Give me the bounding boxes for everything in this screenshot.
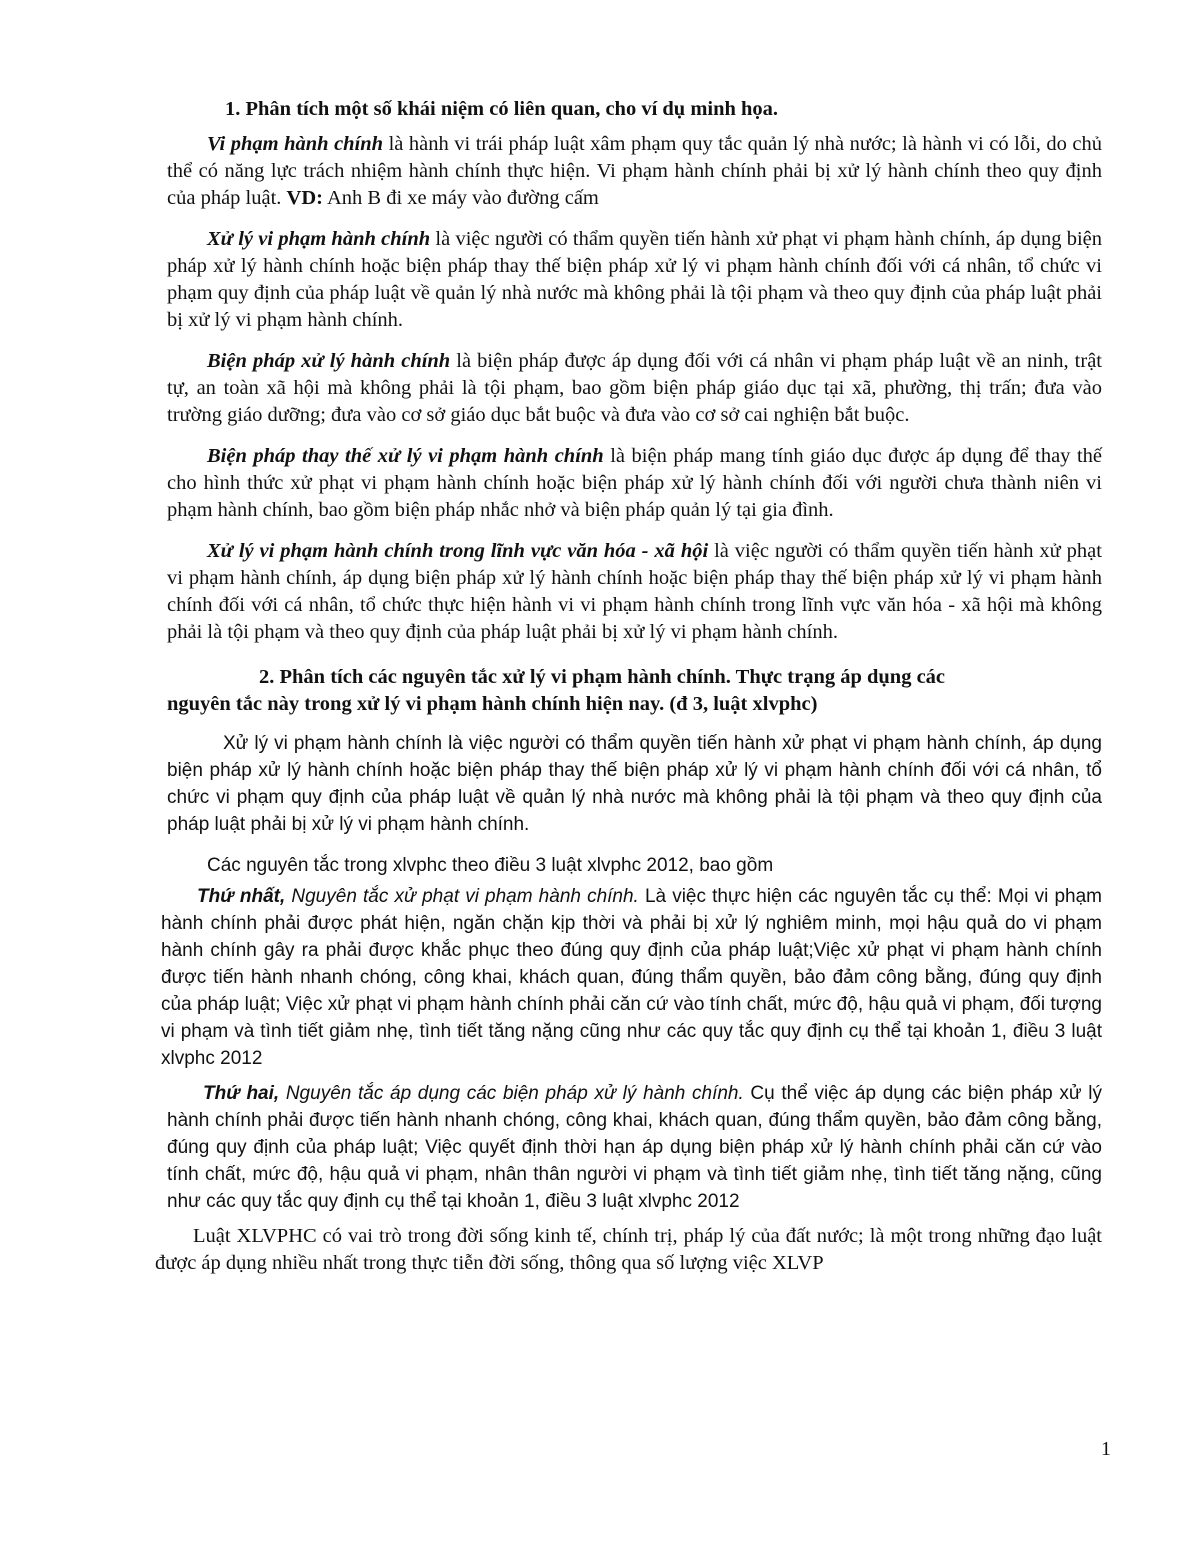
example-label: VD: xyxy=(286,187,323,209)
section-2-heading xyxy=(167,664,1102,718)
section-2-heading-line-2: nguyên tắc này trong xử lý vi phạm hành chính hiện nay. (đ 3, luật xlvphc) xyxy=(167,693,818,715)
paragraph-bien-phap-xu-ly xyxy=(167,348,1102,429)
document-body xyxy=(155,96,1103,1291)
principle-2-ordinal: Thứ hai, xyxy=(203,1083,280,1104)
section-2-heading-line-1: 2. Phân tích các nguyên tắc xử lý vi phạm hành chính. Thực trạng áp dụng các xyxy=(259,666,946,688)
paragraph-vi-pham-hanh-chinh xyxy=(167,131,1102,212)
section-1-heading: 1. Phân tích một số khái niệm có liên quan, cho ví dụ minh họa. xyxy=(225,98,779,120)
paragraph-xu-ly-van-hoa-xa-hoi xyxy=(167,538,1102,646)
definition-text: là biện pháp mang tính giáo dục được áp dụng để thay thế cho hình thức xử phạt vi phạm hành chính hoặc biện pháp xử lý hành chính đối với người chưa thành niên vi phạm hành chính, bao gồm biện pháp nhắc nhở và biện pháp quản lý tại gia đình. xyxy=(167,445,1102,521)
term-bien-phap-thay-the: Biện pháp thay thế xử lý vi phạm hành chính xyxy=(207,445,604,467)
paragraph-luat-xlvphc-role: Luật XLVPHC có vai trò trong đời sống kinh tế, chính trị, pháp lý của đất nước; là một trong những đạo luật được áp dụng nhiều nhất trong thực tiễn đời sống, thông qua số lượng việc XLVP xyxy=(155,1225,1102,1274)
principle-2-title: Nguyên tắc áp dụng các biện pháp xử lý hành chính. xyxy=(279,1083,744,1104)
principle-2-text: Cụ thể việc áp dụng các biện pháp xử lý hành chính phải được tiến hành nhanh chóng, công khai, khách quan, đúng thẩm quyền, bảo đảm công bằng, đúng quy định của pháp luật; Việc quyết định thời hạn áp dụng biện pháp xử lý hành chính phải căn cứ vào tính chất, mức độ, hậu quả vi phạm, nhân thân người vi phạm và tình tiết giảm nhẹ, tình tiết tăng nặng, cũng như các quy tắc quy định cụ thể tại khoản 1, điều 3 luật xlvphc 2012 xyxy=(167,1083,1102,1212)
paragraph-xu-ly-definition-repeat: Xử lý vi phạm hành chính là việc người có thẩm quyền tiến hành xử phạt vi phạm hành chính, áp dụng biện pháp xử lý hành chính hoặc biện pháp thay thế biện pháp xử lý vi phạm hành chính đối với cá nhân, tổ chức vi phạm quy định của pháp luật về quản lý nhà nước mà không phải là tội phạm và theo quy định của pháp luật phải bị xử lý vi phạm hành chính. xyxy=(167,733,1102,835)
term-bien-phap-xu-ly: Biện pháp xử lý hành chính xyxy=(207,350,451,372)
paragraph-bien-phap-thay-the xyxy=(167,443,1102,524)
term-vi-pham-hanh-chinh: Vi phạm hành chính xyxy=(207,133,384,155)
paragraph-xu-ly-vphc xyxy=(167,226,1102,334)
paragraph-principle-2 xyxy=(167,1080,1102,1215)
definition-text: là việc người có thẩm quyền tiến hành xử phạt vi phạm hành chính, áp dụng biện pháp xử lý hành chính hoặc biện pháp thay thế biện pháp xử lý vi phạm hành chính đối với cá nhân, tổ chức vi phạm quy định của pháp luật về quản lý nhà nước mà không phải là tội phạm và theo quy định của pháp luật phải bị xử lý vi phạm hành chính. xyxy=(167,228,1103,331)
principle-1-ordinal: Thứ nhất, xyxy=(197,886,286,907)
example-text: Anh B đi xe máy vào đường cấm xyxy=(322,187,599,209)
principle-1-text: Là việc thực hiện các nguyên tắc cụ thể: Mọi vi phạm hành chính phải được phát hiện, ngăn chặn kịp thời và phải bị xử lý nghiêm minh, mọi hậu quả do vi phạm hành chính gây ra phải được khắc phục theo đúng quy định của pháp luật;Việc xử phạt vi phạm hành chính được tiến hành nhanh chóng, công khai, khách quan, đúng thẩm quyền, bảo đảm công bằng, đúng quy định của pháp luật; Việc xử phạt vi phạm hành chính phải căn cứ vào tính chất, mức độ, hậu quả vi phạm, đối tượng vi phạm và tình tiết giảm nhẹ, tình tiết tăng nặng cũng như các quy tắc quy định cụ thể tại khoản 1, điều 3 luật xlvphc 2012 xyxy=(161,886,1102,1069)
principle-1-title: Nguyên tắc xử phạt vi phạm hành chính. xyxy=(285,886,639,907)
definition-text: là hành vi trái pháp luật xâm phạm quy tắc quản lý nhà nước; là hành vi có lỗi, do chủ thể có năng lực trách nhiệm hành chính thực hiện. Vi phạm hành chính phải bị xử lý hành chính theo quy định của pháp luật. xyxy=(167,133,1102,209)
term-xu-ly-vphc: Xử lý vi phạm hành chính xyxy=(207,228,431,250)
definition-text: là việc người có thẩm quyền tiến hành xử phạt vi phạm hành chính, áp dụng biện pháp xử lý hành chính hoặc biện pháp thay thế biện pháp xử lý vi phạm hành chính đối với cá nhân, tổ chức thực hiện hành vi vi phạm hành chính trong lĩnh vực văn hóa - xã hội mà không phải là tội phạm và theo quy định của pháp luật phải bị xử lý vi phạm hành chính. xyxy=(167,540,1102,643)
paragraph-principles-intro: Các nguyên tắc trong xlvphc theo điều 3 luật xlvphc 2012, bao gồm xyxy=(207,855,774,876)
definition-text: là biện pháp được áp dụng đối với cá nhân vi phạm pháp luật về an ninh, trật tự, an toàn xã hội mà không phải là tội phạm, bao gồm biện pháp giáo dục tại xã, phường, thị trấn; đưa vào trường giáo dưỡng; đưa vào cơ sở giáo dục bắt buộc và đưa vào cơ sở cai nghiện bắt buộc. xyxy=(167,350,1102,426)
page-number: 1 xyxy=(1101,1438,1111,1460)
paragraph-principle-1 xyxy=(161,883,1102,1072)
term-xu-ly-van-hoa-xa-hoi: Xử lý vi phạm hành chính trong lĩnh vực văn hóa - xã hội xyxy=(207,540,709,562)
